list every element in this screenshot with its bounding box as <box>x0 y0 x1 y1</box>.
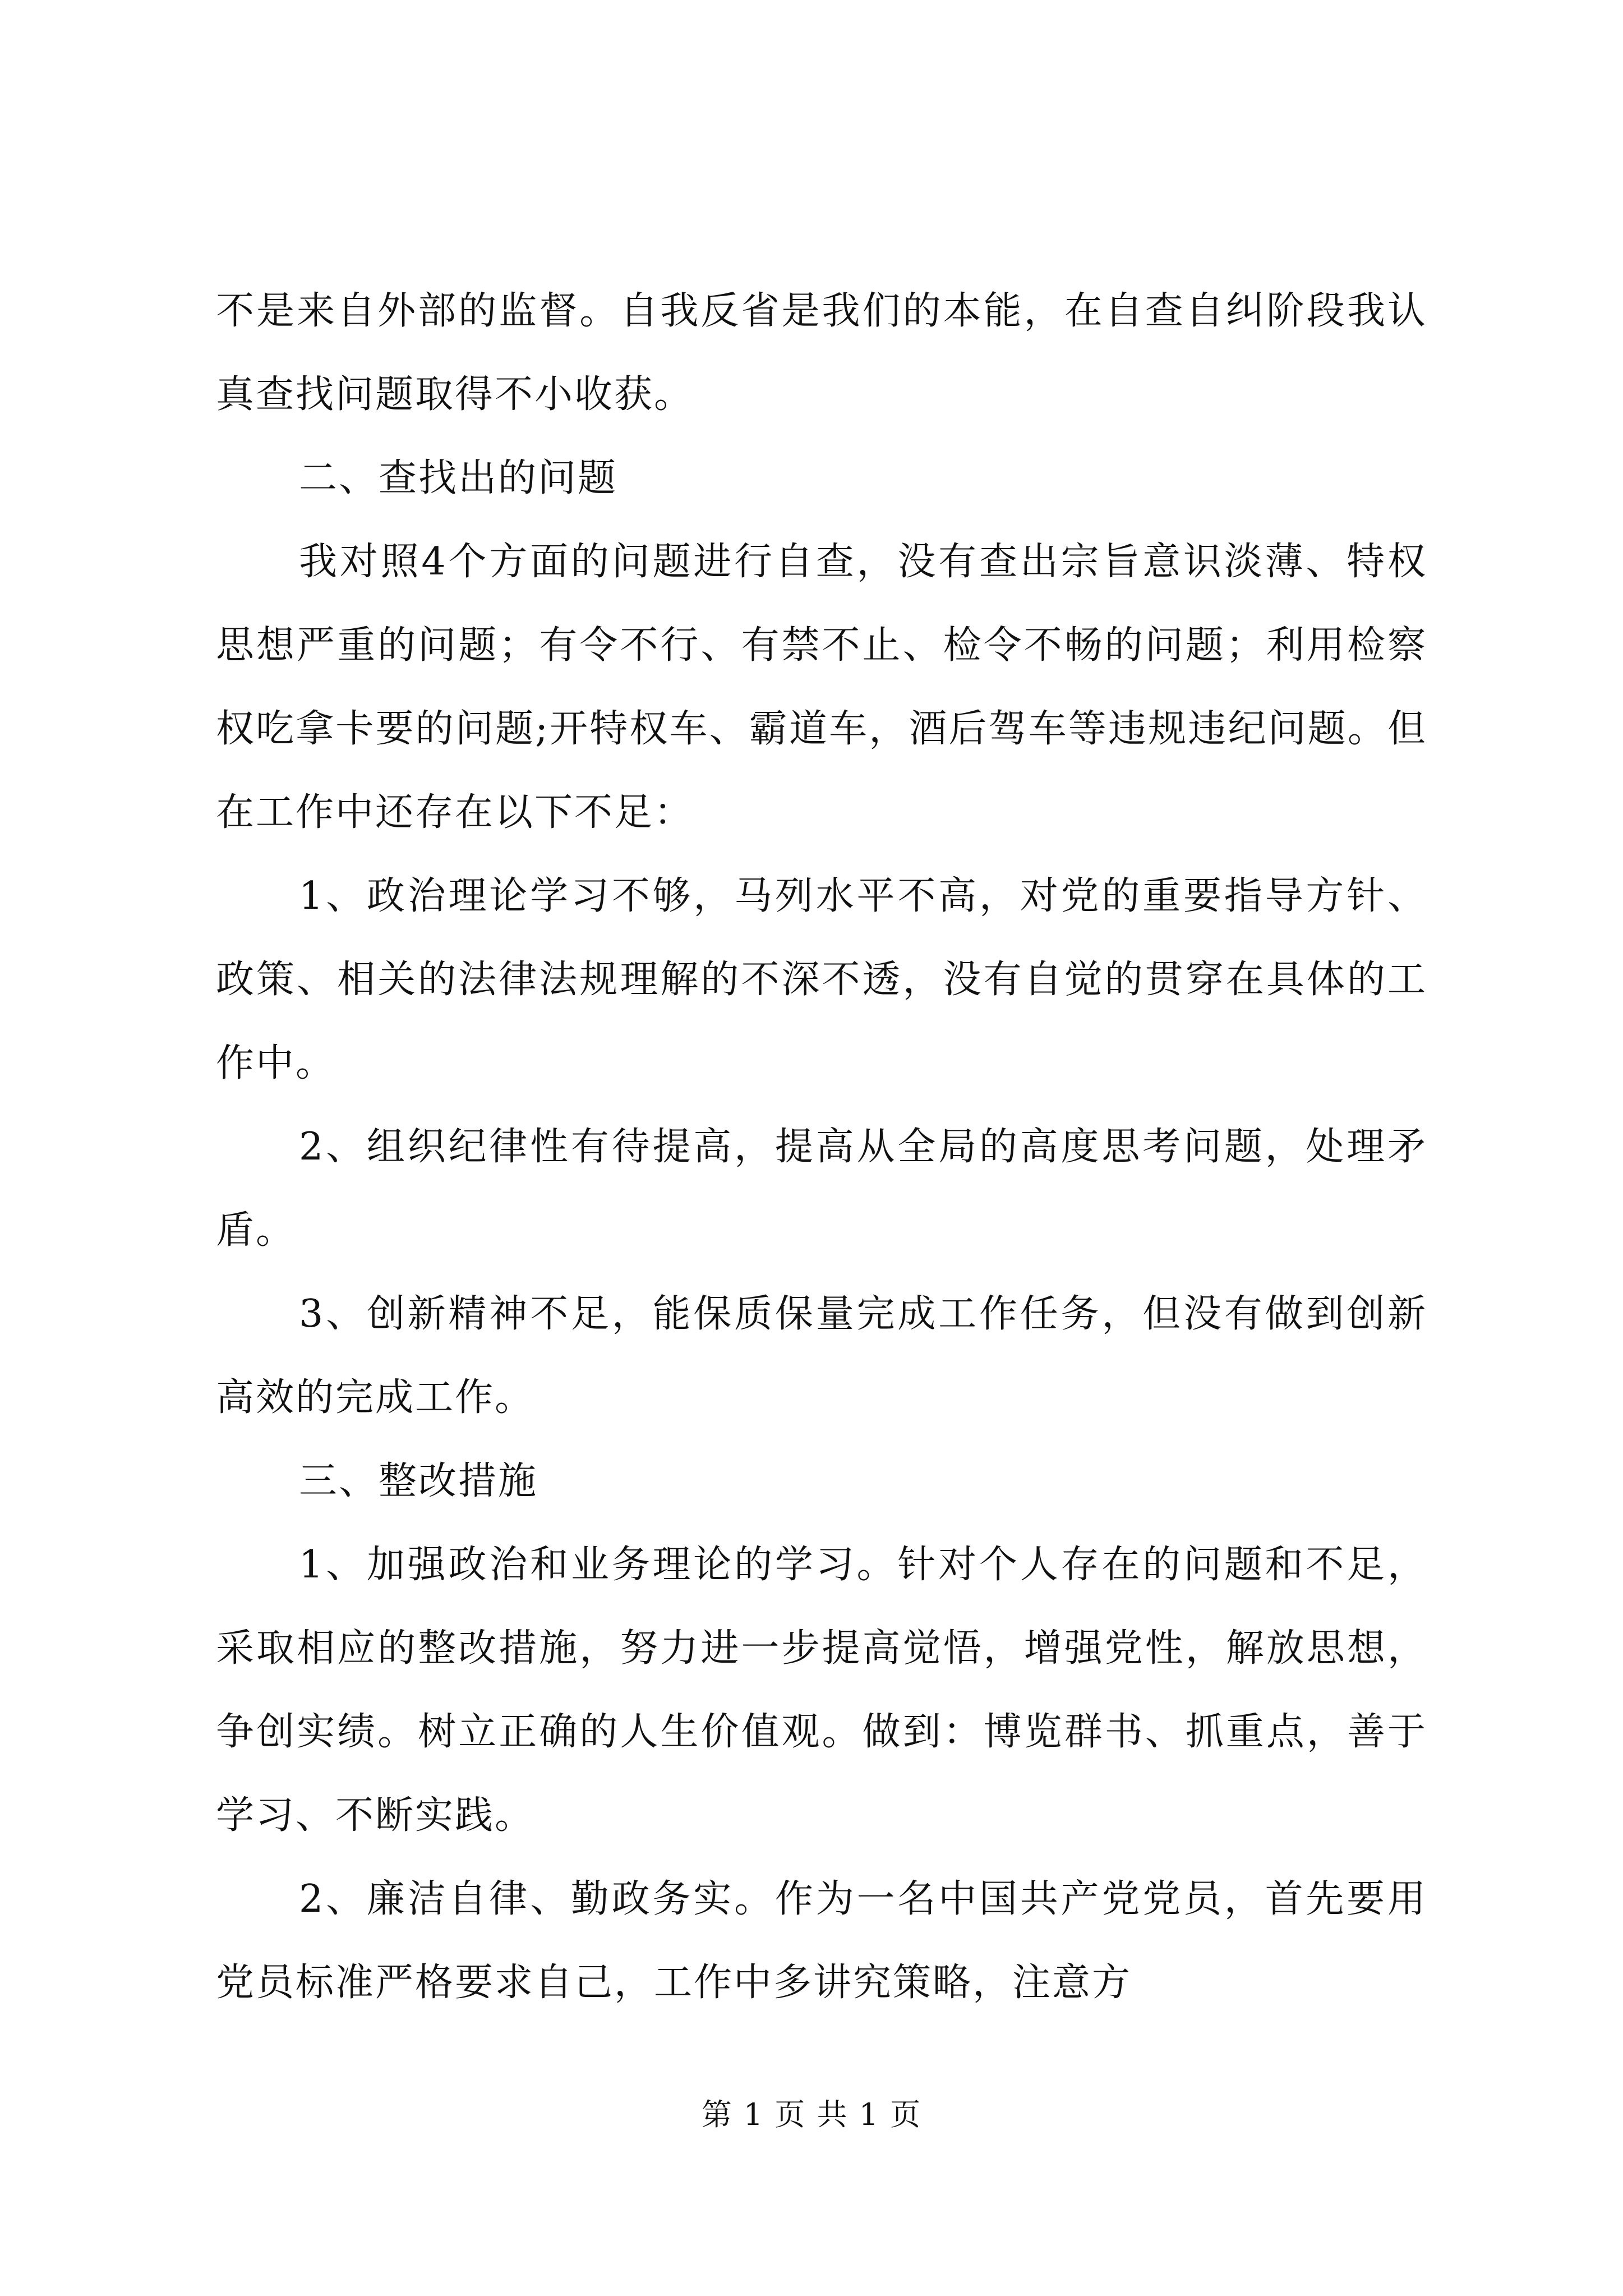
document-body <box>216 269 1427 2024</box>
paragraph-problem-1: 1、政治理论学习不够，马列水平不高，对党的重要指导方针、政策、相关的法律法规理解的不深不透，没有自觉的贯穿在具体的工作中。 <box>216 874 1427 1085</box>
paragraph-continuation: 不是来自外部的监督。自我反省是我们的本能，在自查自纠阶段我认真查找问题取得不小收获。 <box>216 289 1427 417</box>
paragraph-problem-2: 2、组织纪律性有待提高，提高从全局的高度思考问题，处理矛盾。 <box>216 1125 1427 1253</box>
paragraph-measure-1: 1、加强政治和业务理论的学习。针对个人存在的问题和不足，采取相应的整改措施，努力进一步提高觉悟，增强党性，解放思想，争创实绩。树立正确的人生价值观。做到：博览群书、抓重点，善于学习、不断实践。 <box>216 1543 1427 1838</box>
section-heading-measures: 三、整改措施 <box>299 1459 538 1503</box>
paragraph-problem-3: 3、创新精神不足，能保质保量完成工作任务，但没有做到创新高效的完成工作。 <box>216 1292 1427 1420</box>
page-footer: 第 1 页 共 1 页 <box>701 2097 922 2132</box>
paragraph-self-check: 我对照4个方面的问题进行自查，没有查出宗旨意识淡薄、特权思想严重的问题；有令不行、有禁不止、检令不畅的问题；利用检察权吃拿卡要的问题;开特权车、霸道车，酒后驾车等违规违纪问题。但在工作中还存在以下不足： <box>216 540 1427 835</box>
paragraph-measure-2: 2、廉洁自律、勤政务实。作为一名中国共产党党员，首先要用党员标准严格要求自己，工作中多讲究策略，注意方 <box>216 1877 1427 2005</box>
section-heading-problems: 二、查找出的问题 <box>299 456 618 500</box>
